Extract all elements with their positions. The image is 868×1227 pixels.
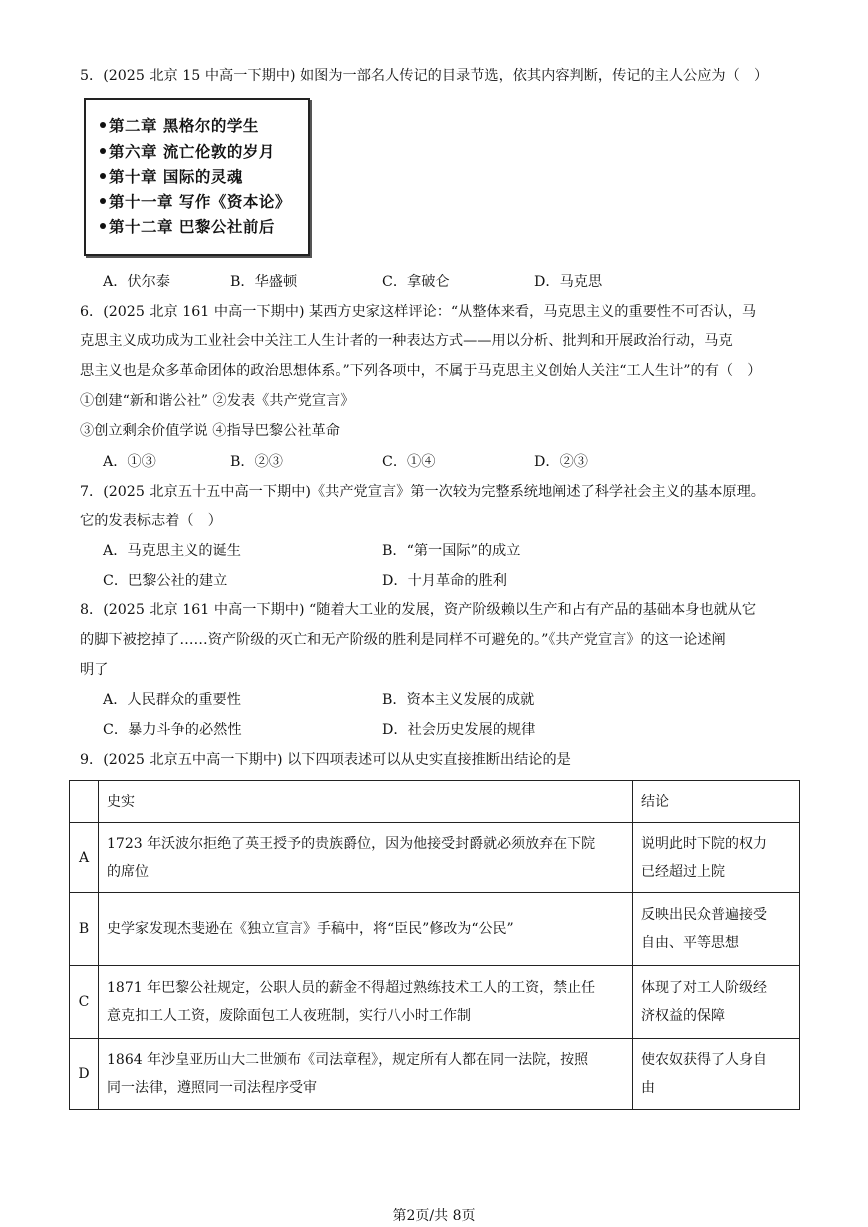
toc-item: 第十二章 巴黎公社前后 — [100, 217, 275, 237]
bullet-icon — [100, 122, 106, 128]
q7-option-d[interactable]: D．十月革命的胜利 — [382, 573, 507, 589]
conclusion-cell — [633, 823, 800, 893]
bullet-icon — [100, 223, 106, 229]
history-table — [69, 780, 800, 1110]
q7-stem-line: 它的发表标志着（ ） — [80, 513, 222, 529]
table-header-fact: 史实 — [99, 781, 633, 823]
q8-option-d[interactable]: D．社会历史发展的规律 — [382, 722, 536, 738]
row-label: B — [70, 893, 99, 966]
q5-option-c[interactable]: C．拿破仑 — [382, 274, 450, 290]
fact-line: 的席位 — [107, 863, 149, 880]
conclusion-line: 已经超过上院 — [641, 863, 725, 880]
toc-image — [84, 98, 310, 256]
q8-stem-line: 明了 — [80, 662, 109, 678]
bullet-icon — [100, 198, 106, 204]
q8-option-b[interactable]: B．资本主义发展的成就 — [382, 692, 535, 708]
fact-cell — [99, 1039, 633, 1110]
fact-cell — [99, 893, 633, 966]
toc-item: 第十章 国际的灵魂 — [100, 167, 243, 187]
fact-line: 1723 年沃波尔拒绝了英王授予的贵族爵位，因为他接受封爵就必须放弃在下院 — [107, 835, 596, 852]
conclusion-cell — [633, 966, 800, 1039]
q5-stem: 5．(2025 北京 15 中高一下期中) 如图为一部名人传记的目录节选，依其内容判断，传记的主人公应为（ ） — [80, 68, 769, 84]
fact-line: 同一法律，遵照同一司法程序受审 — [107, 1080, 317, 1096]
q8-option-a[interactable]: A．人民群众的重要性 — [103, 692, 241, 708]
row-label: C — [70, 966, 99, 1039]
q6-statement: ①创建“新和谐公社” ②发表《共产党宣言》 — [80, 393, 355, 409]
toc-item: 第十一章 写作《资本论》 — [100, 192, 291, 212]
toc-item: 第二章 黑格尔的学生 — [100, 116, 259, 136]
row-label: D — [70, 1039, 99, 1110]
page-footer: 第2页/共 8页 — [392, 1208, 476, 1224]
q7-option-c[interactable]: C．巴黎公社的建立 — [103, 573, 228, 589]
table-row — [70, 966, 800, 1039]
table-header-cell — [70, 781, 99, 823]
q8-option-c[interactable]: C．暴力斗争的必然性 — [103, 722, 242, 738]
q6-option-c[interactable]: C．①④ — [382, 454, 436, 470]
conclusion-line: 体现了对工人阶级经 — [641, 980, 767, 996]
table-header-conclusion: 结论 — [633, 781, 800, 823]
q6-stem-line: 思主义也是众多革命团体的政治思想体系。”下列各项中，不属于马克思主义创始人关注“工人生计”的有（ ） — [80, 363, 762, 379]
q6-statement: ③创立剩余价值学说 ④指导巴黎公社革命 — [80, 423, 340, 439]
q7-option-b[interactable]: B．“第一国际”的成立 — [382, 543, 521, 559]
conclusion-line: 自由、平等思想 — [641, 935, 739, 951]
q5-option-b[interactable]: B．华盛顿 — [230, 274, 298, 290]
conclusion-line: 说明此时下院的权力 — [641, 835, 767, 852]
conclusion-line: 由 — [641, 1080, 655, 1096]
q6-option-a[interactable]: A．①③ — [103, 454, 156, 470]
q7-stem-line: 7．(2025 北京五十五中高一下期中)《共产党宣言》第一次较为完整系统地阐述了科学社会主义的基本原理。 — [80, 484, 765, 500]
fact-line: 意克扣工人工资，废除面包工人夜班制，实行八小时工作制 — [107, 1008, 471, 1024]
q5-option-d[interactable]: D．马克思 — [534, 274, 603, 290]
fact-line: 史学家发现杰斐逊在《独立宣言》手稿中，将“臣民”修改为“公民” — [107, 921, 514, 937]
q6-stem-line: 6．(2025 北京 161 中高一下期中) 某西方史家这样评论：“从整体来看，马克思主义的重要性不可否认，马 — [80, 304, 757, 320]
fact-line: 1871 年巴黎公社规定，公职人员的薪金不得超过熟练技术工人的工资，禁止任 — [107, 980, 596, 996]
table-row — [70, 1039, 800, 1110]
table-row — [70, 823, 800, 893]
table-header-row — [70, 781, 800, 823]
conclusion-line: 反映出民众普遍接受 — [641, 907, 767, 923]
q6-option-b[interactable]: B．②③ — [230, 454, 283, 470]
toc-item: 第六章 流亡伦敦的岁月 — [100, 142, 275, 162]
bullet-icon — [100, 173, 106, 179]
conclusion-cell — [633, 893, 800, 966]
q6-option-d[interactable]: D．②③ — [534, 454, 588, 470]
bullet-icon — [100, 148, 106, 154]
table-row — [70, 893, 800, 966]
row-label: A — [70, 823, 99, 893]
fact-cell — [99, 966, 633, 1039]
q7-option-a[interactable]: A．马克思主义的诞生 — [103, 543, 241, 559]
q8-stem-line: 8．(2025 北京 161 中高一下期中) “随着大工业的发展，资产阶级赖以生产和占有产品的基础本身也就从它 — [80, 602, 757, 618]
fact-cell — [99, 823, 633, 893]
q5-option-a[interactable]: A．伏尔泰 — [103, 274, 170, 290]
q6-stem-line: 克思主义成功成为工业社会中关注工人生计者的一种表达方式——用以分析、批判和开展政治行动，马克 — [80, 333, 733, 349]
conclusion-line: 济权益的保障 — [641, 1008, 725, 1024]
conclusion-line: 使农奴获得了人身自 — [641, 1052, 767, 1068]
fact-line: 1864 年沙皇亚历山大二世颁布《司法章程》，规定所有人都在同一法院，按照 — [107, 1052, 589, 1068]
q8-stem-line: 的脚下被挖掉了……资产阶级的灭亡和无产阶级的胜利是同样不可避免的。”《共产党宣言》的这一论述阐 — [80, 632, 726, 648]
conclusion-cell — [633, 1039, 800, 1110]
q9-stem: 9．(2025 北京五中高一下期中) 以下四项表述可以从史实直接推断出结论的是 — [80, 752, 571, 768]
